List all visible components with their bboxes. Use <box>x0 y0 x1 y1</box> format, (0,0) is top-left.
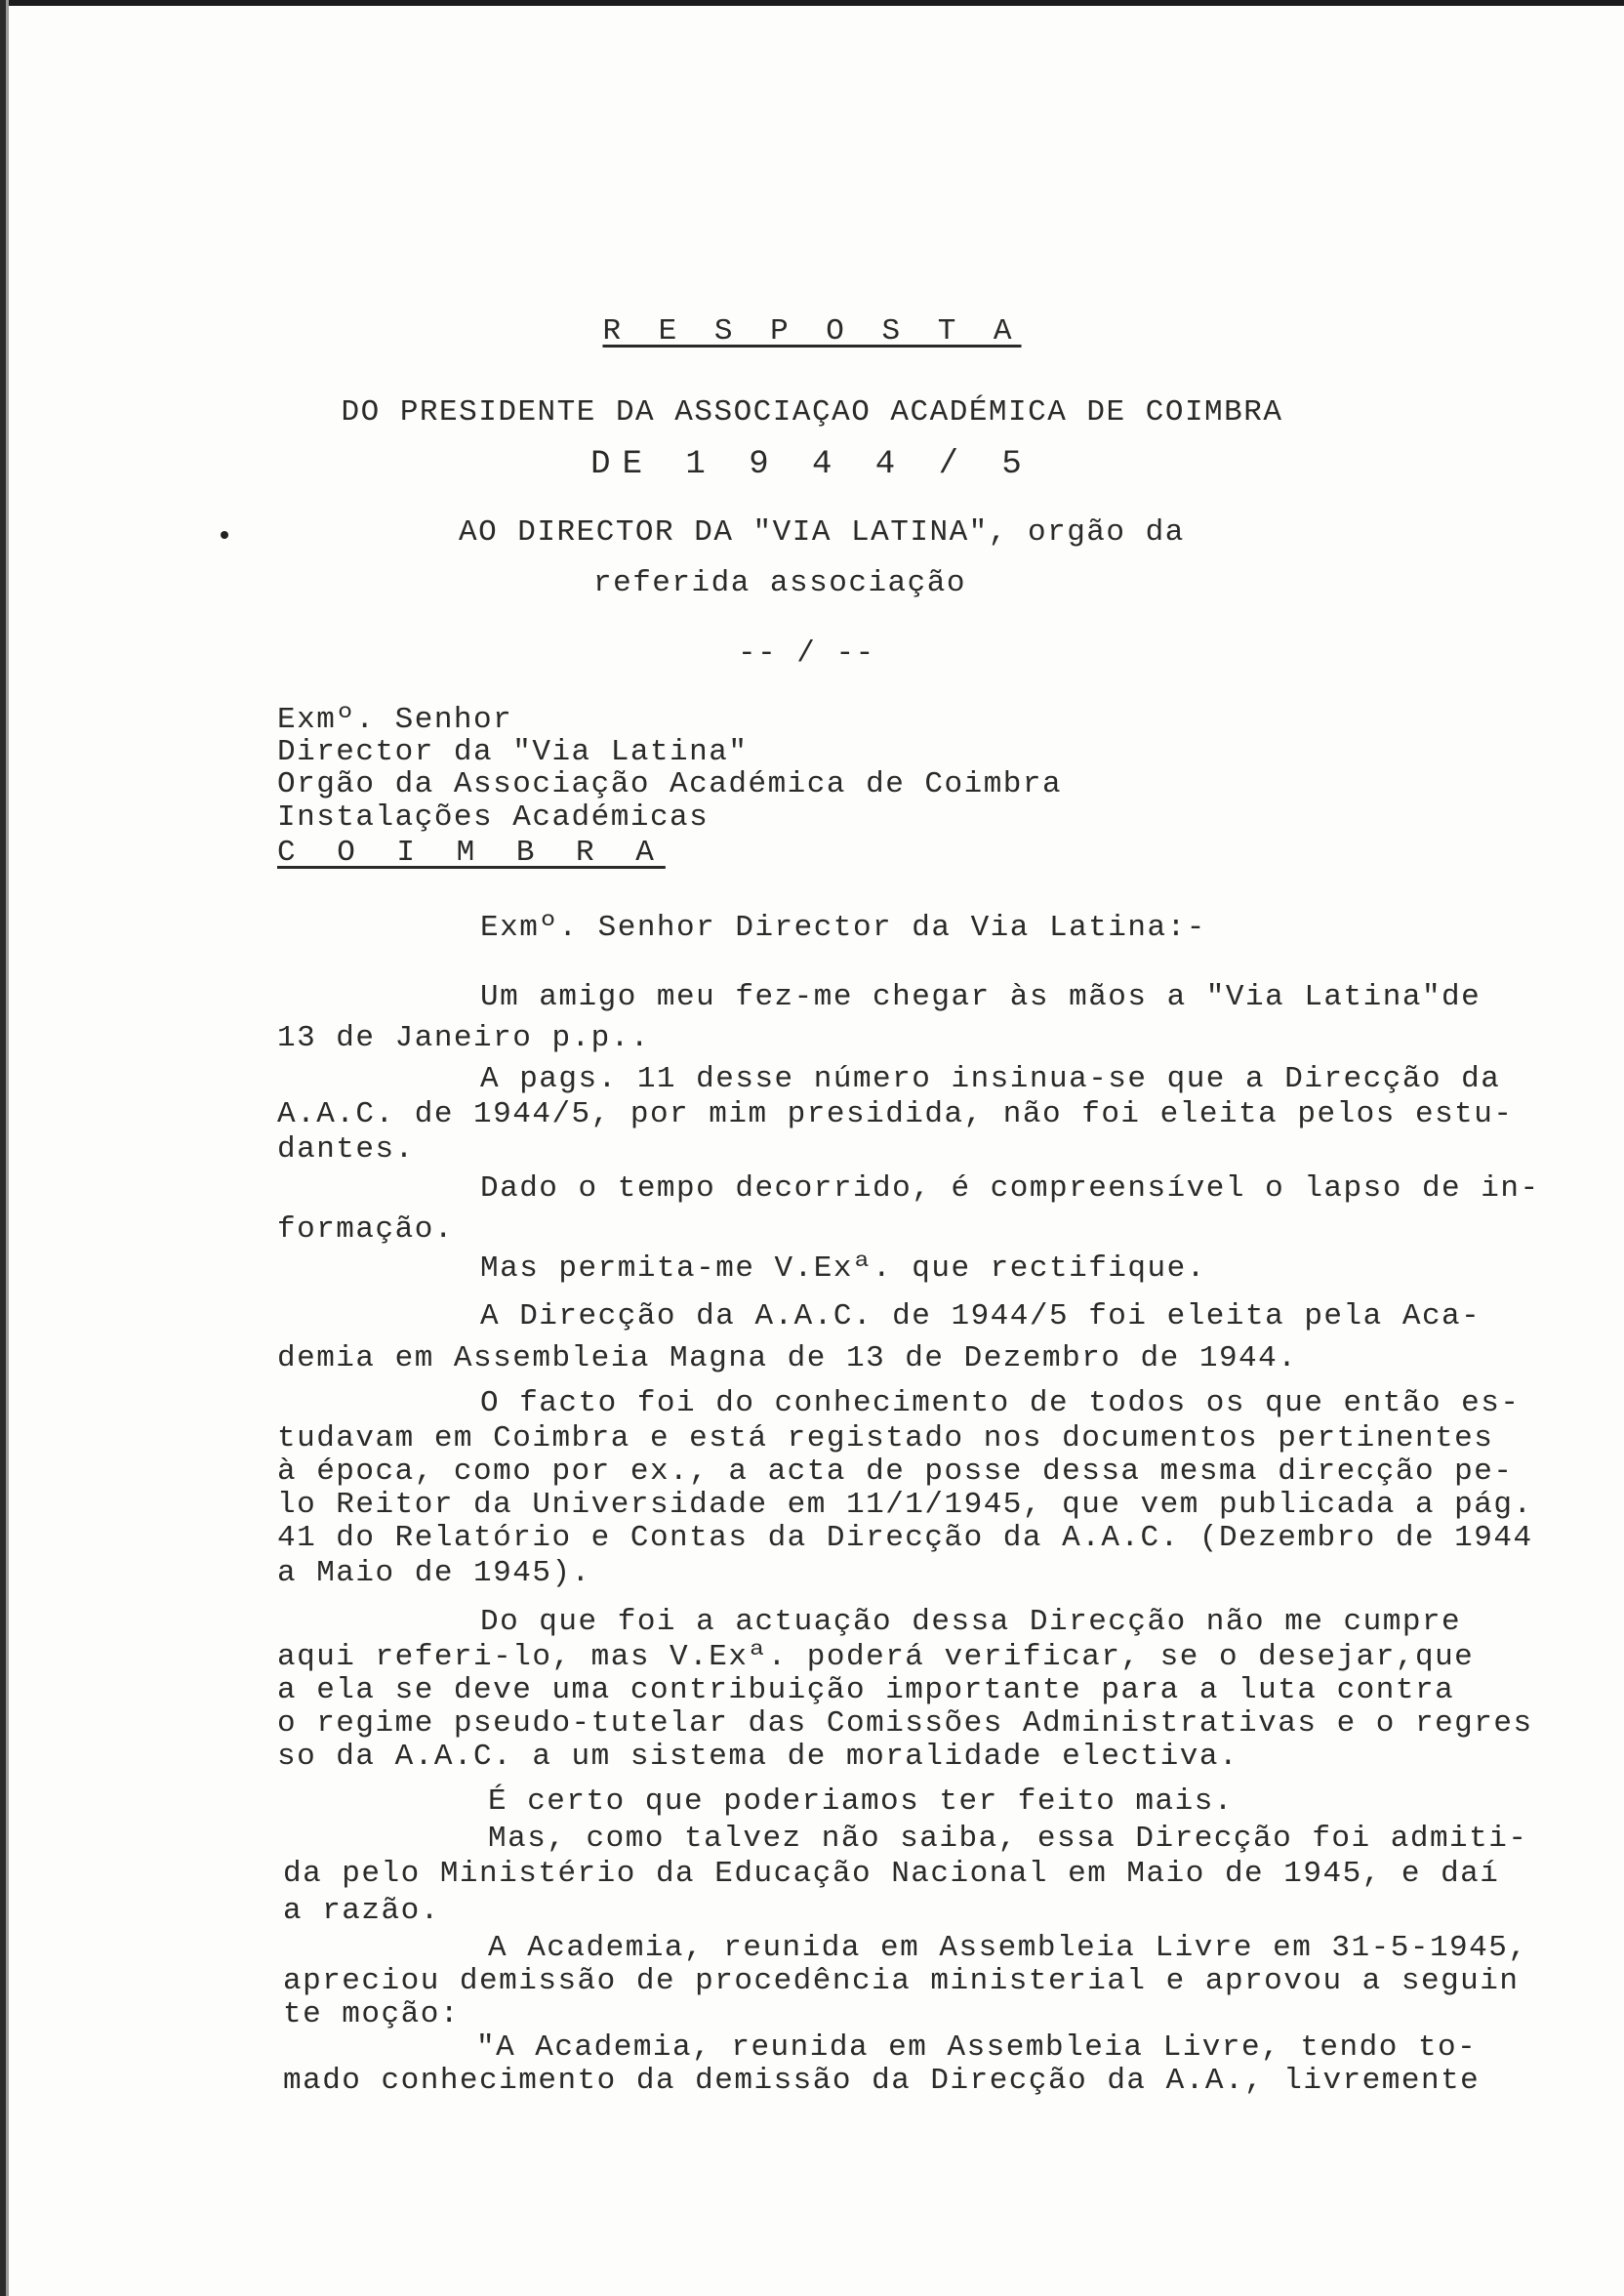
body-line: "A Academia, reunida em Assembleia Livre, tendo to- <box>476 2030 1478 2065</box>
heading-line-2: DE 1 9 4 4 / 5 <box>590 446 1034 483</box>
body-line: 13 de Janeiro p.p.. <box>277 1021 650 1055</box>
heading-line-3: AO DIRECTOR DA "VIA LATINA", orgão da <box>459 515 1185 550</box>
address-line-2: Director da "Via Latina" <box>277 735 749 769</box>
body-line: A Academia, reunida em Assembleia Livre em 31-5-1945, <box>488 1931 1528 1965</box>
scan-edge-top <box>0 0 1624 6</box>
body-line: à época, como por ex., a acta de posse dessa mesma direcção pe- <box>277 1455 1514 1489</box>
body-line: O facto foi do conhecimento de todos os que então es- <box>480 1386 1521 1420</box>
body-line: da pelo Ministério da Educação Nacional em Maio de 1945, e daí <box>283 1857 1500 1891</box>
body-line: mado conhecimento da demissão da Direcção da A.A., livremente <box>283 2064 1481 2098</box>
address-line-5: C O I M B R A <box>277 836 666 870</box>
address-line-1: Exmº. Senhor <box>277 703 513 737</box>
body-line: te moção: <box>283 1997 460 2031</box>
heading-line-4: referida associação <box>593 566 966 600</box>
body-line: formação. <box>277 1212 454 1247</box>
body-line: Do que foi a actuação dessa Direcção não me cumpre <box>480 1605 1462 1639</box>
body-line: A pags. 11 desse número insinua-se que a Direcção da <box>480 1062 1501 1096</box>
body-line: lo Reitor da Universidade em 11/1/1945, que vem publicada a pág. <box>277 1488 1533 1522</box>
body-line: Dado o tempo decorrido, é compreensível o lapso de in- <box>480 1171 1540 1206</box>
body-line: dantes. <box>277 1132 415 1167</box>
body-line: A Direcção da A.A.C. de 1944/5 foi eleita pela Aca- <box>480 1299 1482 1333</box>
body-line: so da A.A.C. a um sistema de moralidade electiva. <box>277 1740 1239 1774</box>
body-line: apreciou demissão de procedência ministerial e aprovou a seguin <box>283 1964 1520 1998</box>
margin-dot <box>221 531 228 539</box>
address-line-4: Instalações Académicas <box>277 800 710 835</box>
body-line: Mas, como talvez não saiba, essa Direcção foi admiti- <box>488 1822 1528 1856</box>
body-line: a Maio de 1945). <box>277 1556 591 1590</box>
body-line: demia em Assembleia Magna de 13 de Dezembro de 1944. <box>277 1341 1298 1375</box>
body-line: tudavam em Coimbra e está registado nos documentos pertinentes <box>277 1421 1494 1456</box>
body-line: a ela se deve uma contribuição importante para a luta contra <box>277 1673 1455 1707</box>
body-line: Um amigo meu fez-me chegar às mãos a "Via Latina"de <box>480 980 1482 1014</box>
body-line: É certo que poderiamos ter feito mais. <box>488 1784 1234 1819</box>
separator: -- / -- <box>738 636 875 671</box>
body-line: Mas permita-me V.Exª. que rectifique. <box>480 1251 1206 1286</box>
body-line: 41 do Relatório e Contas da Direcção da A.A.C. (Dezembro de 1944 <box>277 1521 1533 1555</box>
body-line: o regime pseudo-tutelar das Comissões Administrativas e o regres <box>277 1706 1533 1741</box>
address-line-3: Orgão da Associação Académica de Coimbra <box>277 767 1063 801</box>
body-line: a razão. <box>283 1894 440 1928</box>
body-line: A.A.C. de 1944/5, por mim presidida, não foi eleita pelos estu- <box>277 1097 1514 1131</box>
body-line: aqui referi-lo, mas V.Exª. poderá verificar, se o desejar,que <box>277 1640 1475 1674</box>
document-heading: R E S P O S T A <box>602 314 1022 348</box>
salutation: Exmº. Senhor Director da Via Latina:- <box>480 911 1206 945</box>
heading-line-1: DO PRESIDENTE DA ASSOCIAÇAO ACADÉMICA DE COIMBRA <box>341 395 1283 430</box>
